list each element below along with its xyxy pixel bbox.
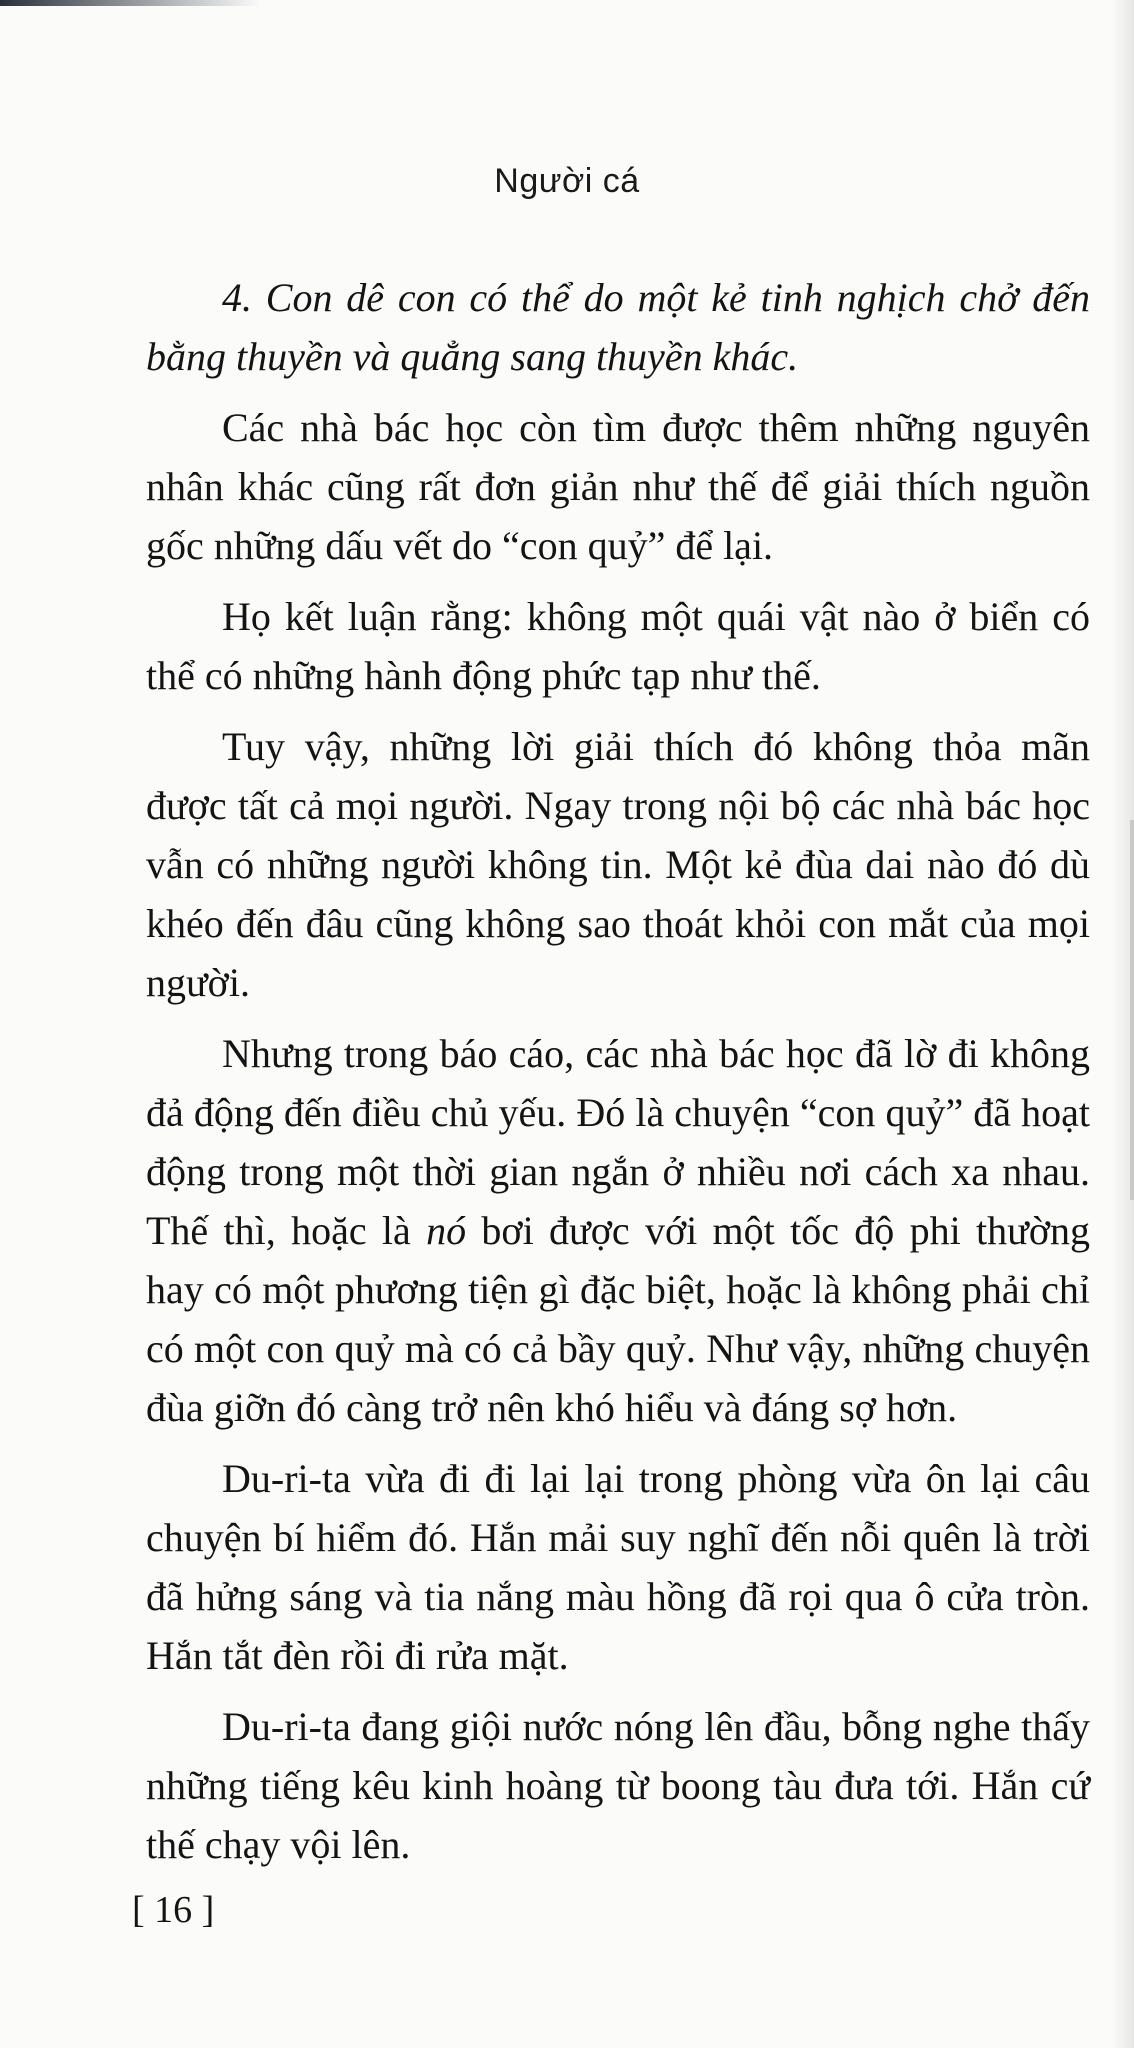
page-number: [ 16 ] [132, 1889, 215, 1931]
paragraph-4: Tuy vậy, những lời giải thích đó không thỏa mãn được tất cả mọi người. Ngay trong nội bộ các nhà bác học vẫn có những người không tin. Một kẻ đùa dai nào đó dù khéo đến đâu cũng không sao thoát khỏi con mắt của mọi người. [146, 724, 1090, 1005]
top-edge-shadow [0, 0, 260, 6]
paragraph-7: Du-ri-ta đang giội nước nóng lên đầu, bỗng nghe thấy những tiếng kêu kinh hoàng từ boong tàu đưa tới. Hắn cứ thế chạy vội lên. [146, 1704, 1090, 1867]
body-text [146, 268, 1090, 1886]
paragraph-3: Họ kết luận rằng: không một quái vật nào ở biển có thể có những hành động phức tạp như thế. [146, 594, 1090, 698]
paragraph-2: Các nhà bác học còn tìm được thêm những nguyên nhân khác cũng rất đơn giản như thế để giải thích nguồn gốc những dấu vết do “con quỷ” để lại. [146, 405, 1090, 568]
paragraph-5 [146, 1024, 1090, 1437]
page-edge-mark [1130, 820, 1134, 1200]
paragraph-5-part-1: Nhưng trong báo cáo, các nhà bác học đã lờ đi không đả động đến điều chủ yếu. Đó là chuyện “con quỷ” đã hoạt động trong một thời gian ngắn ở nhiều nơi cách xa nhau. Thế thì, hoặc là [146, 1031, 1090, 1253]
paragraph-1: 4. Con dê con có thể do một kẻ tinh nghịch chở đến bằng thuyền và quẳng sang thuyền khác. [146, 275, 1090, 379]
paragraph-5-emphasis: nó [426, 1208, 467, 1253]
paragraph-6: Du-ri-ta vừa đi đi lại lại trong phòng vừa ôn lại câu chuyện bí hiểm đó. Hắn mải suy nghĩ đến nỗi quên là trời đã hửng sáng và tia nắng màu hồng đã rọi qua ô cửa tròn. Hắn tắt đèn rồi đi rửa mặt. [146, 1456, 1090, 1678]
running-head: Người cá [494, 162, 640, 200]
paragraph-5-part-2: bơi được với một tốc độ phi thường hay có một phương tiện gì đặc biệt, hoặc là không phải chỉ có một con quỷ mà có cả bầy quỷ. Như vậy, những chuyện đùa giỡn đó càng trở nên khó hiểu và đáng sợ hơn. [146, 1208, 1090, 1430]
